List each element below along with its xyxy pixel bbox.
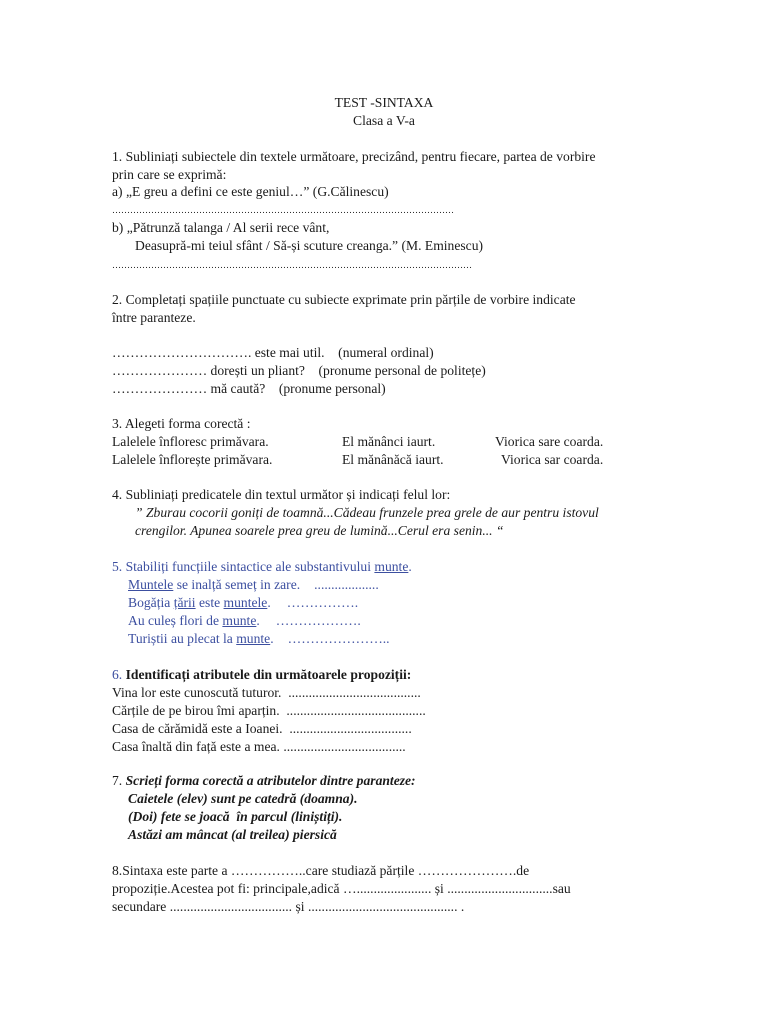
q5-s2-text: Bogăția (128, 595, 174, 610)
q5-s1-answer: ................... (314, 577, 379, 592)
q7-line-3: Astăzi am mâncat (al treilea) piersică (128, 827, 337, 842)
q6-line-1: Vina lor este cunoscută tuturor. ....................................... (112, 685, 421, 700)
q3-option-r1c3: Viorica sare coarda. (495, 434, 604, 449)
q3-option-r2c1: Lalelele înflorește primăvara. (112, 452, 273, 467)
q5-instruction-end: . (408, 559, 412, 574)
q6-instruction (112, 666, 411, 684)
q5-s4-text: Turiștii au plecat la (128, 631, 237, 646)
q5-s3-end: . (256, 613, 260, 628)
q8-line-2: propoziție.Acestea pot fi: principale,adică …...................... și ...............................sau (112, 881, 571, 896)
q8-line-1: 8.Sintaxa este parte a ……………..care studiază părțile ………………….de (112, 863, 530, 878)
q2-item-2: ………………… dorești un pliant? (pronume personal de politețe) (112, 363, 486, 378)
q6-line-2: Cărțile de pe birou îmi aparțin. ......................................... (112, 703, 426, 718)
q5-s2-end: . (267, 595, 271, 610)
page-title: TEST -SINTAXA (334, 95, 434, 110)
q5-s1-text: se inalță semeț in zare. (173, 577, 301, 592)
q1-instruction-line2: prin care se exprimă: (112, 167, 227, 182)
q5-instruction-text: 5. Stabiliți funcțiile sintactice ale substantivului (112, 559, 375, 574)
q6-number: 6. (112, 667, 126, 682)
q8-line-3: secundare .................................... și ............................................ . (112, 899, 465, 914)
q5-s1-keyword: Muntele (128, 577, 174, 592)
q2-item-1: …………………………. este mai util. (numeral ordinal) (112, 345, 434, 360)
q7-instruction (112, 772, 416, 790)
q5-keyword: munte (374, 559, 409, 574)
q5-sentence-4 (128, 630, 390, 648)
q4-text-line2: crengilor. Apunea soarele prea greu de lumină...Cerul era senin... “ (135, 523, 504, 538)
q3-option-r1c1: Lalelele înfloresc primăvara. (112, 434, 269, 449)
q5-s2-keyword: muntele (223, 595, 268, 610)
q1-item-b-line2: Deasupră-mi teiul sfânt / Să-și scuture creanga.” (M. Eminescu) (135, 238, 484, 253)
q1-answer-line-a: …………………………………………………………………………………………………… (112, 205, 454, 215)
q3-option-r1c2: El mănânci iaurt. (342, 434, 436, 449)
q5-instruction (112, 558, 412, 576)
page-subtitle: Clasa a V-a (353, 113, 415, 128)
q7-number: 7. (112, 773, 126, 788)
q5-s4-answer: ………………….. (287, 631, 390, 646)
q5-s2-answer: ……………. (286, 595, 359, 610)
q2-instruction-line1: 2. Completați spațiile punctuate cu subiecte exprimate prin părțile de vorbire indicate (112, 292, 576, 307)
q1-answer-line-b: ………………………………………………………………………………………………………… (112, 260, 472, 270)
q3-instruction: 3. Alegeti forma corectă : (112, 416, 251, 431)
q5-s4-keyword: munte (236, 631, 271, 646)
q6-line-3: Casa de cărămidă este a Ioanei. .................................... (112, 721, 412, 736)
q6-line-4: Casa înaltă din față este a mea. .................................... (112, 739, 406, 754)
q7-instruction-text: Scrieți forma corectă a atributelor dintre paranteze: (125, 773, 416, 788)
q5-s4-end: . (270, 631, 274, 646)
q5-sentence-2 (128, 594, 358, 612)
q1-item-b-line1: b) „Pătrunză talanga / Al serii rece vânt, (112, 220, 330, 235)
q7-line-1: Caietele (elev) sunt pe catedră (doamna). (128, 791, 358, 806)
q1-item-a: a) „E greu a defini ce este geniul…” (G.Călinescu) (112, 184, 389, 199)
q2-instruction-line2: între paranteze. (112, 310, 196, 325)
q3-option-r2c2: El mănânăcă iaurt. (342, 452, 444, 467)
q4-text-line1: ” Zburau cocorii goniți de toamnă...Cădeau frunzele prea grele de aur pentru istovul (135, 505, 599, 520)
q5-s2-text-mid: este (195, 595, 224, 610)
q5-sentence-3 (128, 612, 361, 630)
q6-instruction-text: Identificați atributele din următoarele propoziții: (125, 667, 412, 682)
q5-s3-text: Au culeș flori de (128, 613, 223, 628)
q5-sentence-1 (128, 576, 379, 594)
q5-s2-underlined: țării (173, 595, 196, 610)
q2-item-3: ………………… mă caută? (pronume personal) (112, 381, 386, 396)
q4-instruction: 4. Subliniați predicatele din textul următor și indicați felul lor: (112, 487, 451, 502)
q5-s3-answer: ………………. (275, 613, 361, 628)
q7-line-2: (Doi) fete se joacă în parcul (liniștiți). (128, 809, 343, 824)
q5-s3-keyword: munte (222, 613, 257, 628)
q3-option-r2c3: Viorica sar coarda. (501, 452, 604, 467)
q1-instruction-line1: 1. Subliniați subiectele din textele următoare, precizând, pentru fiecare, partea de vorbire (112, 149, 596, 164)
